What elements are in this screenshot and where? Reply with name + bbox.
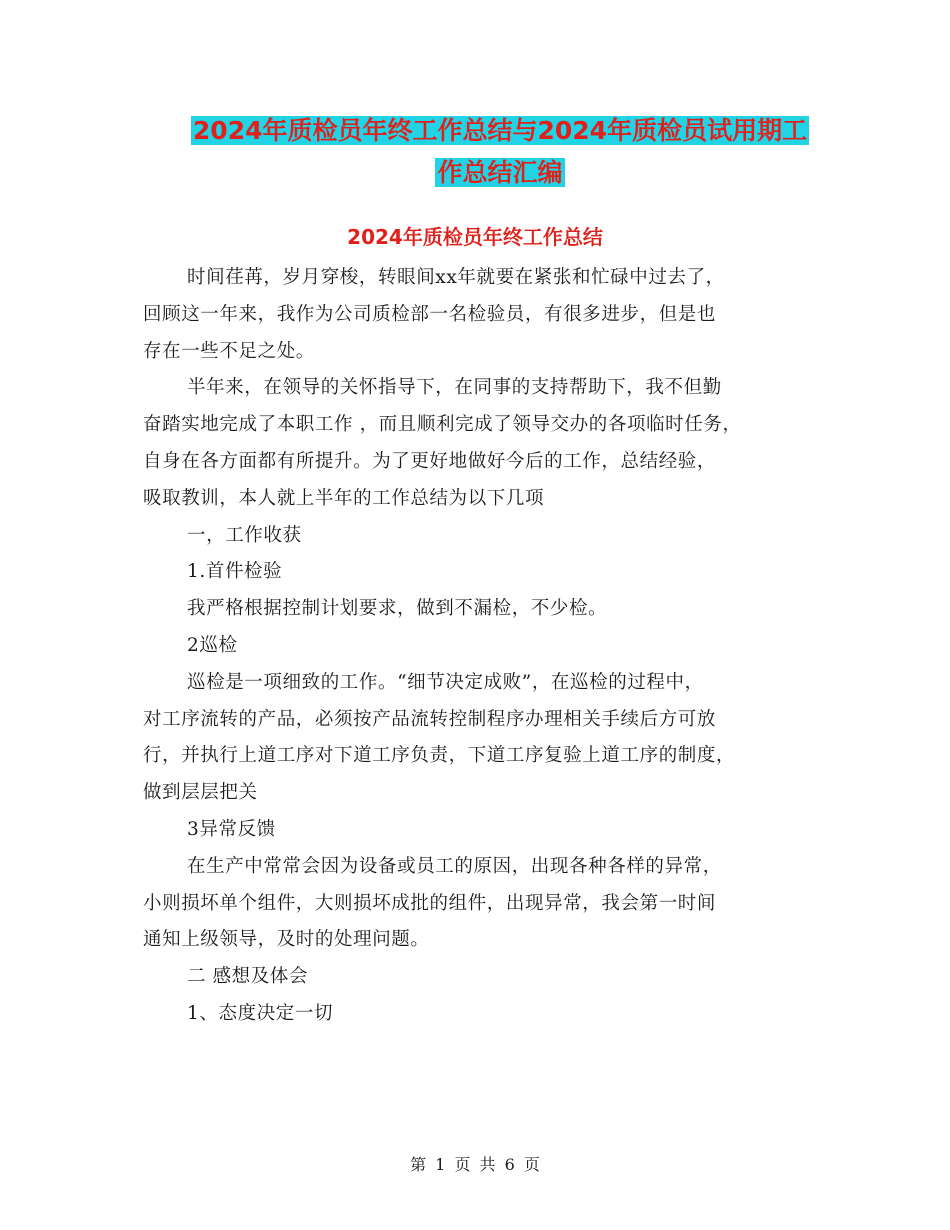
paragraph-line: 自身在各方面都有所提升。为了更好地做好今后的工作，总结经验， xyxy=(143,450,717,472)
paragraph-line: 通知上级领导，及时的处理问题。 xyxy=(143,929,430,951)
paragraph-line: 对工序流转的产品，必须按产品流转控制程序办理相关手续后方可放 xyxy=(143,708,717,730)
heading-line: 3异常反馈 xyxy=(187,818,276,840)
paragraph-line: 半年来，在领导的关怀指导下，在同事的支持帮助下，我不但勤 xyxy=(187,377,722,399)
paragraph-line: 时间荏苒，岁月穿梭，转眼间xx年就要在紧张和忙碌中过去了， xyxy=(187,267,725,288)
paragraph-line: 巡检是一项细致的工作。“细节决定成败”，在巡检的过程中， xyxy=(187,671,704,693)
page-footer: 第 1 页 共 6 页 xyxy=(410,1155,540,1174)
paragraph-line: 行，并执行上道工序对下道工序负责，下道工序复验上道工序的制度， xyxy=(143,745,736,767)
paragraph-line: 奋踏实地完成了本职工作 ，而且顺利完成了领导交办的各项临时任务， xyxy=(143,414,742,436)
document-title xyxy=(140,110,860,194)
paragraph-line: 吸取教训，本人就上半年的工作总结为以下几项 xyxy=(143,487,545,509)
paragraph-line: 做到层层把关 xyxy=(143,782,258,804)
paragraph-line: 在生产中常常会因为设备或员工的原因，出现各种各样的异常， xyxy=(187,855,722,877)
paragraph-line: 小则损坏单个组件，大则损坏成批的组件，出现异常，我会第一时间 xyxy=(143,892,717,914)
paragraph-line: 我严格根据控制计划要求，做到不漏检，不少检。 xyxy=(187,598,608,620)
title-line-2: 作总结汇编 xyxy=(437,158,563,187)
heading-line: 一，工作收获 xyxy=(187,524,302,546)
section-title: 2024年质检员年终工作总结 xyxy=(347,225,603,249)
heading-line: 2巡检 xyxy=(187,634,238,656)
title-line-1: 2024年质检员年终工作总结与2024年质检员试用期工 xyxy=(192,116,808,145)
heading-line: 二 感想及体会 xyxy=(187,966,309,988)
paragraph-line: 存在一些不足之处。 xyxy=(143,340,315,362)
document-body xyxy=(143,260,823,1033)
heading-line: 1.首件检验 xyxy=(187,561,283,583)
paragraph-line: 回顾这一年来，我作为公司质检部一名检验员，有很多进步，但是也 xyxy=(143,303,717,325)
heading-line: 1、态度决定一切 xyxy=(187,1002,334,1024)
